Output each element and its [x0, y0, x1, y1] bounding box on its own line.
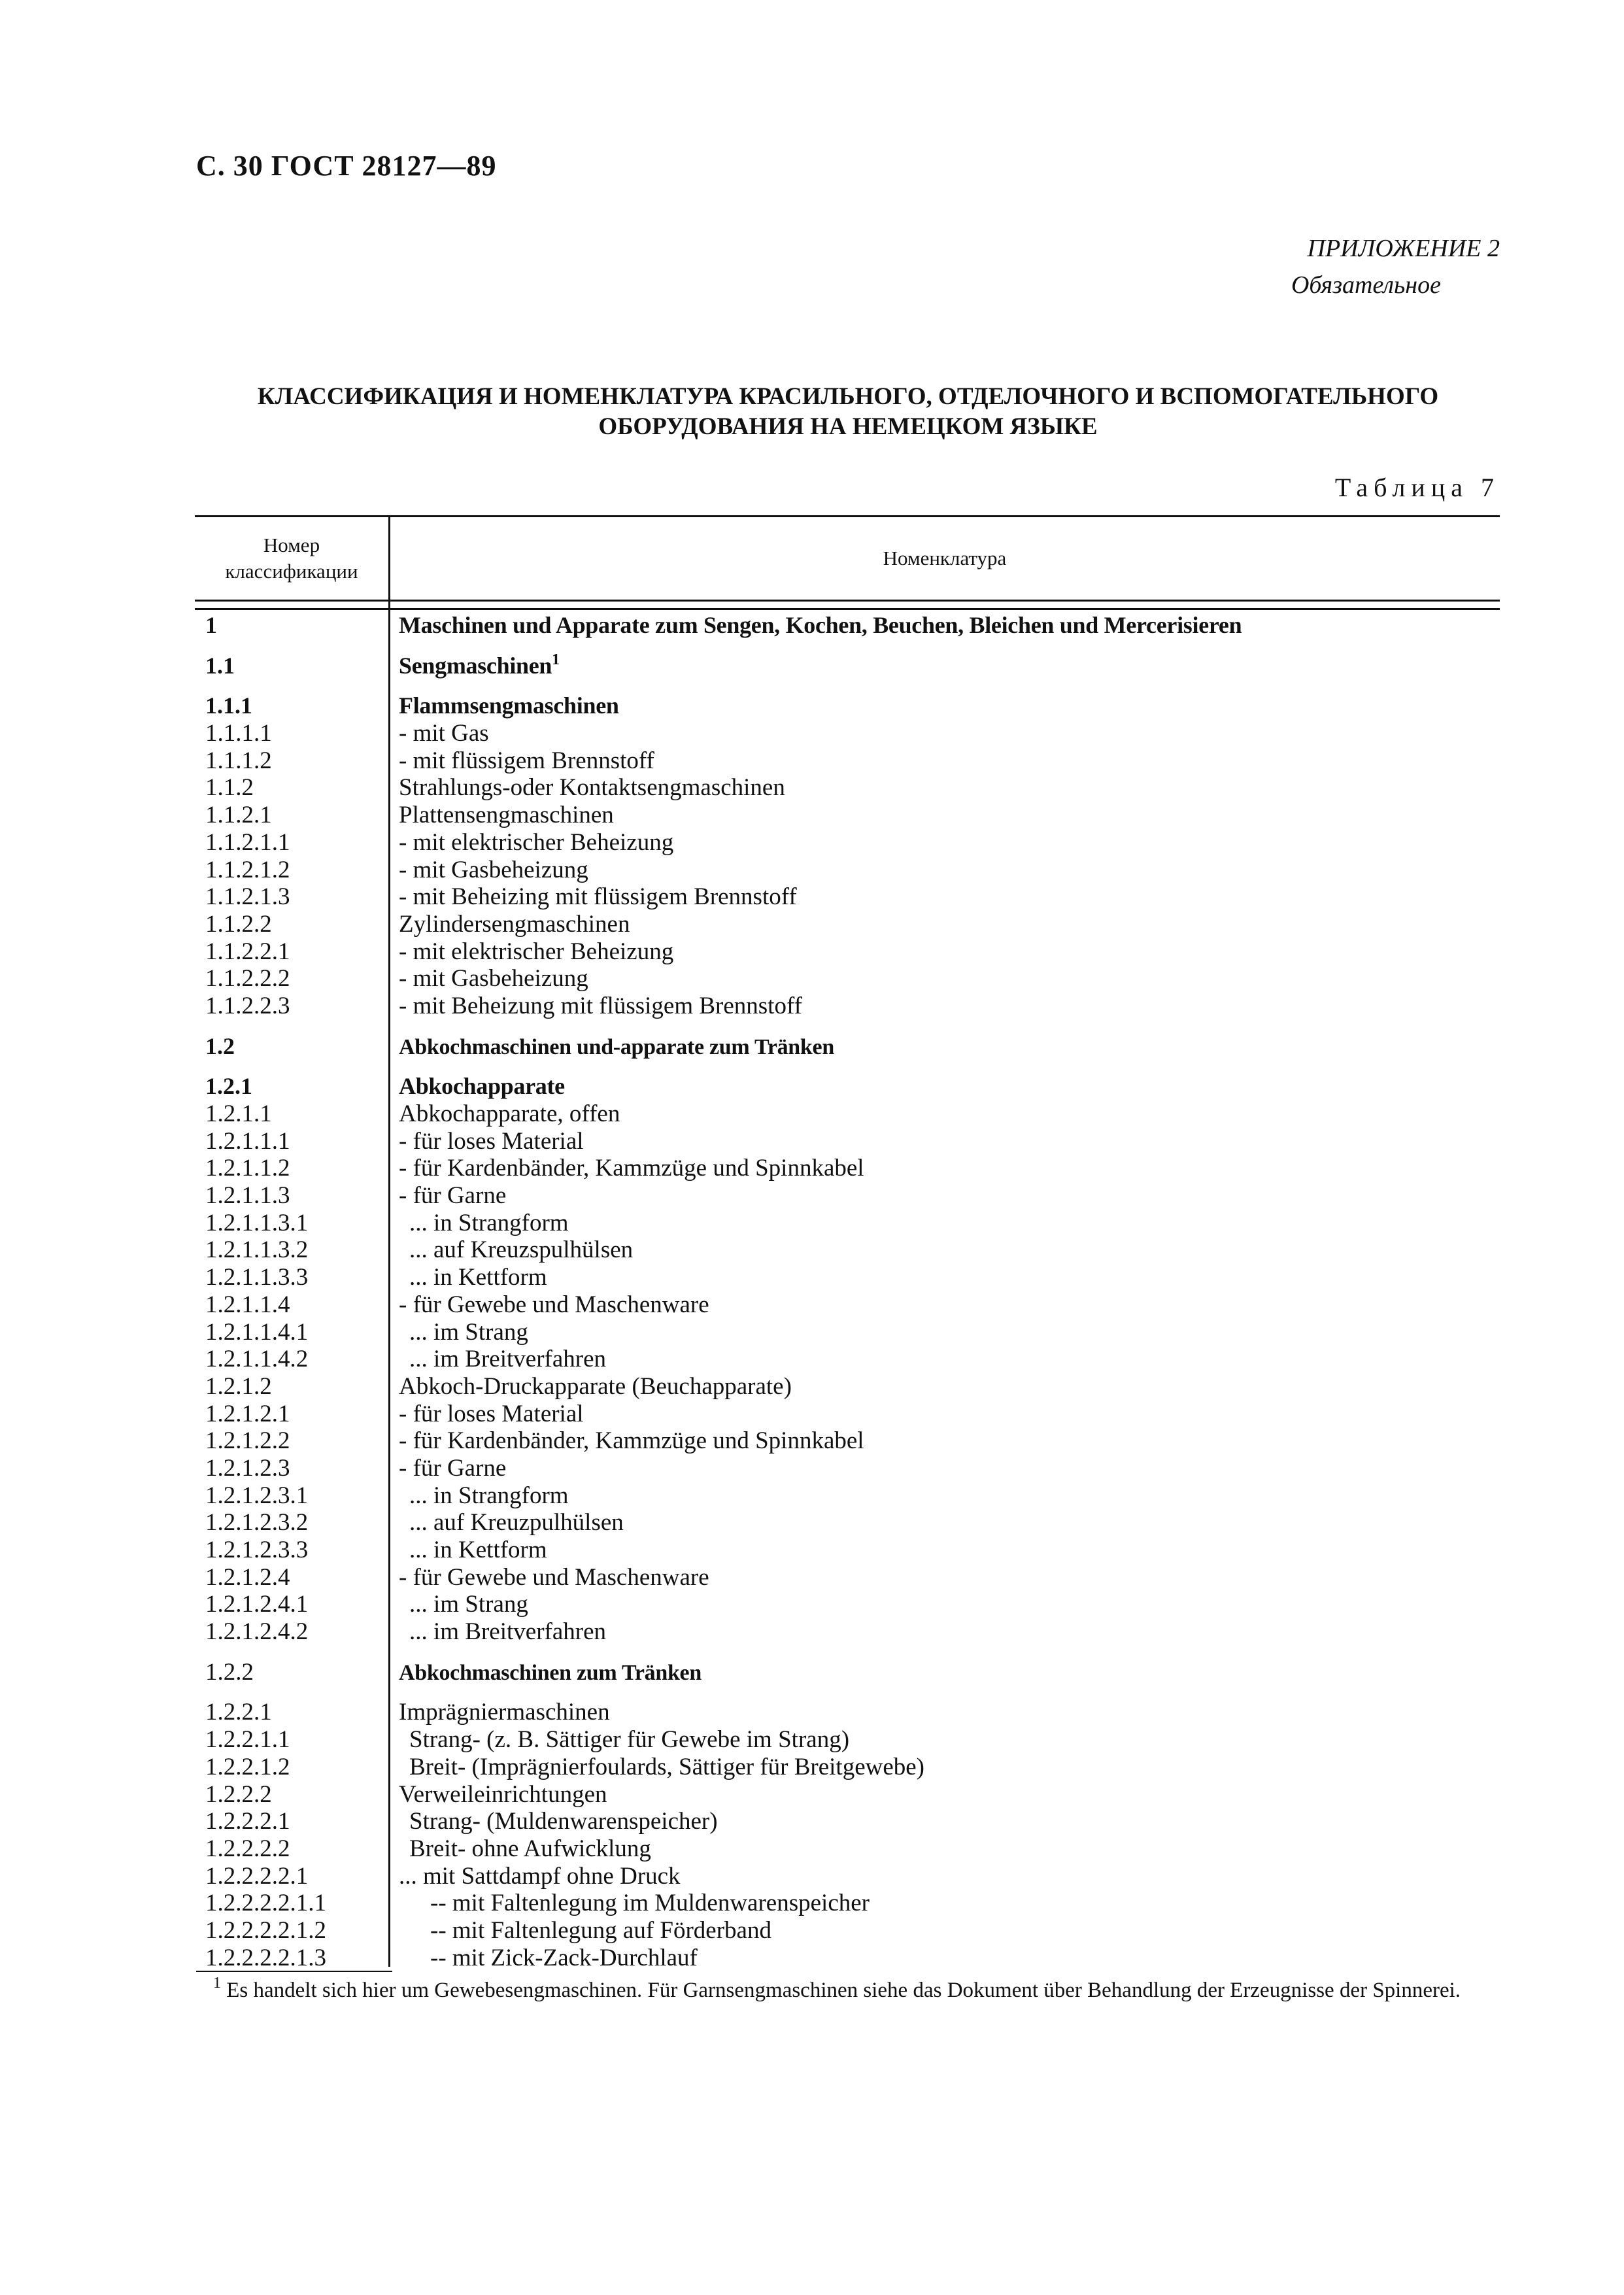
- footnote-text: Es handelt sich hier um Gewebesengmaschinen. Für Garnsengmaschinen siehe das Dokument über Behandlung der Erzeugnisse der Spinnerei.: [226, 1979, 1461, 2002]
- nomenclature-text: Abkochmaschinen und-apparate zum Tränken: [399, 1034, 834, 1059]
- nomenclature-term: [388, 1128, 584, 1155]
- nomenclature-term: [388, 1726, 849, 1754]
- classification-number: 1.2.1.2.2: [205, 1427, 290, 1455]
- table-row: [195, 1264, 1500, 1291]
- classification-number: 1.2.2.2.2: [205, 1835, 290, 1862]
- nomenclature-text: ... auf Kreuzpulhülsen: [409, 1509, 624, 1537]
- document-title-line-2: ОБОРУДОВАНИЯ НА НЕМЕЦКОМ ЯЗЫКЕ: [598, 413, 1098, 440]
- classification-number: 1.2.1.2.4.2: [205, 1618, 309, 1646]
- table-row: [195, 993, 1500, 1020]
- header-number-line-2: классификации: [225, 560, 358, 583]
- nomenclature-text: ... mit Sattdampf ohne Druck: [399, 1862, 681, 1890]
- nomenclature-term: [388, 911, 630, 938]
- classification-number: 1.2.1.1.4.2: [205, 1346, 309, 1373]
- nomenclature-term: [388, 1781, 607, 1809]
- nomenclature-text: ... im Strang: [409, 1591, 528, 1618]
- nomenclature-text: - für Gewebe und Maschenware: [399, 1291, 709, 1318]
- table-row: [195, 1659, 1500, 1686]
- nomenclature-term: [388, 1455, 506, 1482]
- table-row: [195, 1917, 1500, 1945]
- nomenclature-term: [388, 1890, 870, 1917]
- header-number-column: [195, 517, 388, 600]
- appendix-label: ПРИЛОЖЕНИЕ 2: [1307, 235, 1500, 262]
- classification-number: 1.2.2: [205, 1658, 254, 1686]
- header-nomenclature-column: Номенклатура: [883, 547, 1007, 570]
- table-row: [195, 1210, 1500, 1237]
- nomenclature-text: ... in Strangform: [409, 1482, 569, 1509]
- table-row: [195, 1863, 1500, 1890]
- table-row: [195, 1319, 1500, 1346]
- table-row: [195, 720, 1500, 747]
- nomenclature-text: ... im Breitverfahren: [409, 1618, 607, 1646]
- nomenclature-text: Abkochmaschinen zum Tränken: [399, 1660, 702, 1685]
- nomenclature-term: [388, 938, 673, 966]
- nomenclature-text: - für loses Material: [399, 1127, 584, 1155]
- nomenclature-term: [388, 829, 673, 857]
- appendix-status: Обязательное: [1291, 271, 1441, 299]
- classification-number: 1.1: [205, 652, 235, 679]
- table-row: [195, 1346, 1500, 1373]
- classification-number: 1.2.1.1.4: [205, 1291, 290, 1318]
- classification-number: 1.2.2.2: [205, 1780, 272, 1808]
- nomenclature-text: ... auf Kreuzspulhülsen: [409, 1236, 634, 1264]
- classification-number: 1.2.2.2.2.1.3: [205, 1944, 326, 1971]
- classification-number: 1.2.1.2.4.1: [205, 1591, 309, 1618]
- nomenclature-text: -- mit Faltenlegung im Muldenwarenspeicher: [430, 1890, 870, 1917]
- classification-number: 1.2.2.1: [205, 1699, 272, 1726]
- document-title-line-1: КЛАССИФИКАЦИЯ И НОМЕНКЛАТУРА КРАСИЛЬНОГО, ОТДЕЛОЧНОГО И ВСПОМОГАТЕЛЬНОГО: [257, 383, 1439, 410]
- nomenclature-term: [388, 1236, 633, 1264]
- table-row: [195, 747, 1500, 775]
- nomenclature-term: [388, 1945, 698, 1972]
- table-row: [195, 692, 1500, 720]
- nomenclature-term: [388, 1699, 610, 1726]
- nomenclature-term: [388, 1754, 924, 1781]
- table-row: [195, 1073, 1500, 1100]
- table-row: [195, 1482, 1500, 1510]
- table-row: [195, 802, 1500, 829]
- table-row: [195, 1182, 1500, 1210]
- nomenclature-term: [388, 802, 614, 829]
- table-row: [195, 612, 1500, 639]
- classification-number: 1.2.2.2.1: [205, 1808, 290, 1835]
- table-row: [195, 1236, 1500, 1264]
- classification-number: 1.2.1.1.3.1: [205, 1209, 309, 1236]
- classification-number: 1.2.1.1.2: [205, 1155, 290, 1182]
- nomenclature-term: [388, 692, 619, 720]
- nomenclature-text: Breit- ohne Aufwicklung: [409, 1835, 651, 1862]
- nomenclature-term: [388, 1033, 834, 1061]
- header-double-rule: [195, 600, 1500, 610]
- table-row: [195, 1754, 1500, 1781]
- nomenclature-text: - mit elektrischer Beheizung: [399, 938, 674, 965]
- footnote-marker: 1: [213, 1975, 221, 1992]
- classification-number: 1.1.1.2: [205, 747, 272, 774]
- nomenclature-text: Flammsengmaschinen: [399, 692, 619, 719]
- page-header: С. 30 ГОСТ 28127—89: [196, 150, 497, 182]
- classification-number: 1.2.1.2.1: [205, 1400, 290, 1427]
- classification-number: 1.1.2.2: [205, 910, 272, 938]
- table-body: [195, 612, 1500, 1971]
- nomenclature-term: [388, 1346, 606, 1373]
- nomenclature-term: [388, 1210, 569, 1237]
- table-row: [195, 1699, 1500, 1726]
- classification-number: 1.2.1.1.1: [205, 1127, 290, 1155]
- classification-number: 1.2.1.2.3.2: [205, 1509, 309, 1537]
- table-row: [195, 1155, 1500, 1182]
- nomenclature-term: [388, 1509, 624, 1537]
- nomenclature-text: Breit- (Imprägnierfoulards, Sättiger für Breitgewebe): [409, 1753, 925, 1780]
- nomenclature-term: [388, 1319, 528, 1346]
- table-row: [195, 938, 1500, 966]
- nomenclature-text: Imprägniermaschinen: [399, 1699, 610, 1726]
- table-row: [195, 1291, 1500, 1319]
- nomenclature-term: [388, 1401, 584, 1428]
- classification-number: 1.2.1.1.3: [205, 1182, 290, 1210]
- appendix-block: [1291, 230, 1500, 303]
- table-row: [195, 1945, 1500, 1972]
- table-row: [195, 883, 1500, 911]
- nomenclature-text: - mit Gasbeheizung: [399, 965, 588, 993]
- table-row: [195, 1509, 1500, 1537]
- nomenclature-text: Plattensengmaschinen: [399, 802, 614, 829]
- classification-number: 1.2.1.1.3.2: [205, 1236, 309, 1264]
- nomenclature-term: [388, 857, 588, 884]
- nomenclature-text: Zylindersengmaschinen: [399, 910, 630, 938]
- table-row: [195, 1455, 1500, 1482]
- classification-number: 1.2.1.2.3.3: [205, 1537, 309, 1563]
- nomenclature-text: Abkochapparate, offen: [399, 1100, 620, 1127]
- table-row: [195, 1100, 1500, 1128]
- nomenclature-text: Verweileinrichtungen: [399, 1780, 607, 1808]
- nomenclature-text: - für Kardenbänder, Kammzüge und Spinnkabel: [399, 1155, 864, 1182]
- nomenclature-text: ... in Strangform: [409, 1209, 569, 1236]
- table-row: [195, 774, 1500, 802]
- classification-table: [195, 515, 1500, 1971]
- footnote-reference: 1: [552, 651, 560, 668]
- header-number-line-1: Номер: [263, 534, 320, 556]
- nomenclature-term: [388, 1808, 718, 1835]
- classification-number: 1.2.1: [205, 1073, 252, 1100]
- classification-number: 1.2.2.2.2.1.2: [205, 1916, 326, 1944]
- nomenclature-term: [388, 1482, 569, 1510]
- table-row: [195, 1890, 1500, 1917]
- nomenclature-text: - mit Beheizung mit flüssigem Brennstoff: [399, 992, 802, 1019]
- table-row: [195, 1781, 1500, 1809]
- nomenclature-text: ... im Strang: [409, 1318, 528, 1346]
- classification-number: 1.2.2.2.2.1: [205, 1862, 309, 1890]
- nomenclature-text: - mit Beheizing mit flüssigem Brennstoff: [399, 883, 797, 911]
- table-row: [195, 1808, 1500, 1835]
- table-label: Таблица 7: [1334, 473, 1500, 502]
- nomenclature-text: ... in Kettform: [409, 1264, 547, 1291]
- nomenclature-text: - für Garne: [399, 1182, 507, 1210]
- table-row: [195, 1401, 1500, 1428]
- nomenclature-text: Maschinen und Apparate zum Sengen, Kochen, Beuchen, Bleichen und Mercerisieren: [399, 612, 1242, 638]
- classification-number: 1.2.2.2.2.1.1: [205, 1890, 326, 1917]
- nomenclature-text: - für Garne: [399, 1454, 507, 1482]
- classification-number: 1.1.2.2.3: [205, 992, 290, 1019]
- nomenclature-term: [388, 993, 802, 1020]
- nomenclature-term: [388, 1659, 702, 1686]
- table-row: [195, 1726, 1500, 1754]
- table-row: [195, 1618, 1500, 1646]
- nomenclature-text: - für Kardenbänder, Kammzüge und Spinnkabel: [399, 1427, 864, 1455]
- nomenclature-term: [388, 1618, 606, 1646]
- nomenclature-text: - für loses Material: [399, 1400, 584, 1427]
- nomenclature-text: -- mit Faltenlegung auf Förderband: [430, 1916, 771, 1944]
- classification-number: 1.2.1.1: [205, 1100, 272, 1127]
- table-row: [195, 1033, 1500, 1061]
- classification-number: 1: [205, 612, 217, 638]
- nomenclature-term: [388, 1100, 620, 1128]
- nomenclature-text: - für Gewebe und Maschenware: [399, 1563, 709, 1591]
- nomenclature-term: [388, 1155, 864, 1182]
- table-row: [195, 1591, 1500, 1618]
- table-row: [195, 829, 1500, 857]
- classification-number: 1.2.1.2: [205, 1372, 272, 1400]
- classification-number: 1.2.1.2.4: [205, 1563, 290, 1591]
- classification-number: 1.2.1.2.3: [205, 1454, 290, 1482]
- nomenclature-text: Abkochapparate: [399, 1073, 565, 1100]
- table-row: [195, 1537, 1500, 1564]
- table-row: [195, 1128, 1500, 1155]
- nomenclature-term: [388, 1073, 565, 1100]
- table-row: [195, 911, 1500, 938]
- footnote: [196, 1977, 1500, 2003]
- classification-number: 1.1.2: [205, 774, 254, 802]
- nomenclature-term: [388, 1291, 709, 1319]
- classification-number: 1.2.1.1.3.3: [205, 1264, 309, 1291]
- table-row: [195, 1427, 1500, 1455]
- nomenclature-term: [388, 1182, 506, 1210]
- nomenclature-text: Strang- (z. B. Sättiger für Gewebe im Strang): [409, 1726, 850, 1754]
- classification-number: 1.2: [205, 1032, 235, 1059]
- classification-number: 1.1.1.1: [205, 720, 272, 747]
- classification-number: 1.1.2.1.2: [205, 856, 290, 883]
- classification-number: 1.2.2.1.2: [205, 1753, 290, 1780]
- classification-number: 1.1.2.1.3: [205, 883, 290, 911]
- nomenclature-text: - mit flüssigem Brennstoff: [399, 747, 654, 774]
- nomenclature-term: [388, 612, 1242, 639]
- nomenclature-term: [388, 1835, 651, 1863]
- nomenclature-term: [388, 653, 560, 680]
- nomenclature-text: Strang- (Muldenwarenspeicher): [409, 1808, 718, 1835]
- nomenclature-text: ... in Kettform: [409, 1537, 547, 1563]
- nomenclature-text: Abkoch-Druckapparate (Beuchapparate): [399, 1372, 792, 1400]
- nomenclature-text: - mit Gas: [399, 720, 489, 747]
- table-row: [195, 1373, 1500, 1401]
- table-row: [195, 653, 1500, 680]
- nomenclature-term: [388, 720, 489, 747]
- nomenclature-term: [388, 1591, 528, 1618]
- nomenclature-text: Sengmaschinen: [399, 652, 552, 679]
- table-row: [195, 1564, 1500, 1591]
- nomenclature-term: [388, 883, 797, 911]
- table-header: [195, 515, 1500, 600]
- nomenclature-term: [388, 1427, 864, 1455]
- nomenclature-text: Strahlungs-oder Kontaktsengmaschinen: [399, 774, 785, 802]
- classification-number: 1.1.2.2.1: [205, 938, 290, 965]
- classification-number: 1.1.1: [205, 692, 252, 719]
- nomenclature-term: [388, 1373, 792, 1401]
- nomenclature-term: [388, 1564, 709, 1591]
- table-row: [195, 1835, 1500, 1863]
- classification-number: 1.1.2.1.1: [205, 828, 290, 856]
- nomenclature-text: - mit elektrischer Beheizung: [399, 828, 674, 856]
- nomenclature-text: ... im Breitverfahren: [409, 1346, 607, 1373]
- classification-number: 1.2.1.2.3.1: [205, 1482, 309, 1509]
- nomenclature-term: [388, 774, 785, 802]
- document-title: [196, 382, 1500, 442]
- nomenclature-text: - mit Gasbeheizung: [399, 856, 588, 883]
- nomenclature-term: [388, 965, 588, 993]
- nomenclature-term: [388, 1863, 681, 1890]
- nomenclature-term: [388, 1917, 771, 1945]
- footnote-rule: [196, 1971, 392, 1972]
- classification-number: 1.2.1.1.4.1: [205, 1318, 309, 1346]
- classification-number: 1.2.2.1.1: [205, 1726, 290, 1754]
- table-row: [195, 857, 1500, 884]
- table-row: [195, 965, 1500, 993]
- classification-number: 1.1.2.2.2: [205, 965, 290, 993]
- nomenclature-term: [388, 1537, 547, 1564]
- nomenclature-term: [388, 747, 654, 775]
- nomenclature-text: -- mit Zick-Zack-Durchlauf: [430, 1944, 698, 1971]
- classification-number: 1.1.2.1: [205, 802, 272, 829]
- nomenclature-term: [388, 1264, 547, 1291]
